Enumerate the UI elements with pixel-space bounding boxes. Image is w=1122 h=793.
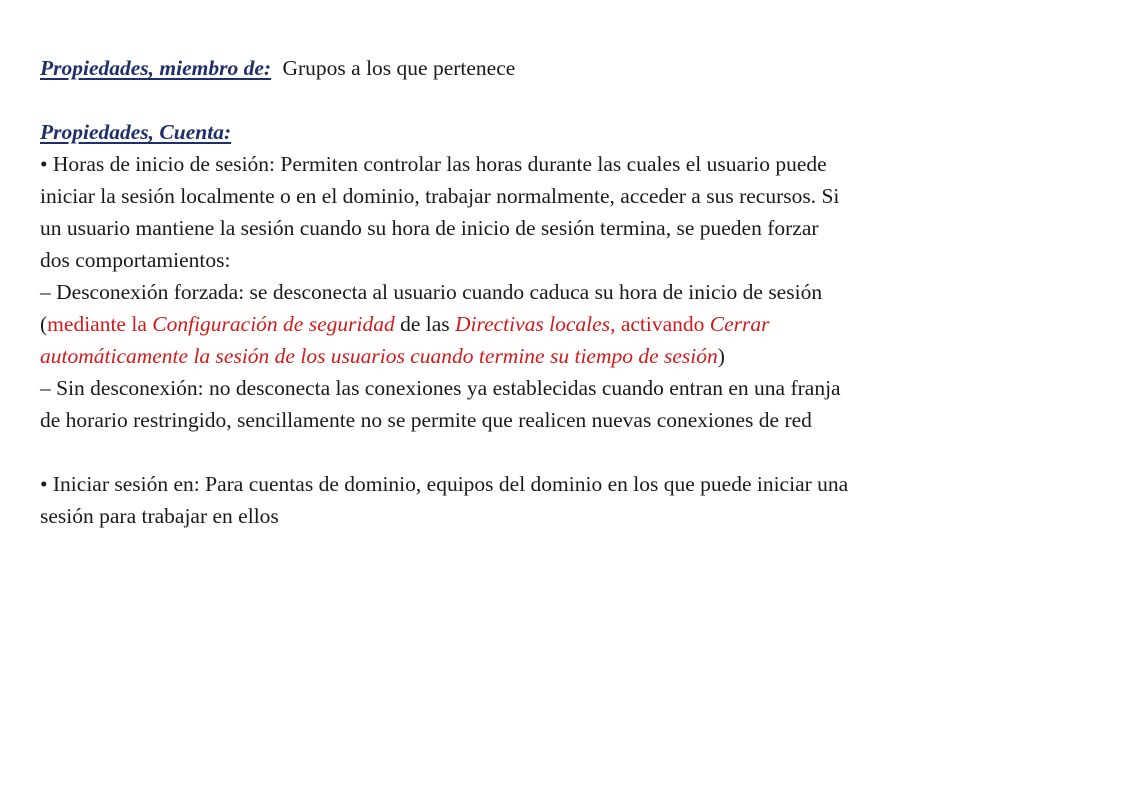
policy-term: Cerrar: [709, 312, 770, 336]
policy-note-line-2: [40, 340, 1105, 372]
paragraph-line: iniciar la sesión localmente o en el dominio, trabajar normalmente, acceder a sus recursos. Si: [40, 184, 840, 208]
paragraph-line: – Sin desconexión: no desconecta las conexiones ya establecidas cuando entran en una franja: [40, 376, 841, 400]
policy-term: automáticamente la sesión de los usuarios cuando termine su tiempo de sesión: [40, 344, 718, 368]
open-paren: (: [40, 312, 48, 336]
member-of-heading: Propiedades, miembro de:: [40, 56, 272, 80]
close-paren: ): [717, 344, 725, 368]
paragraph-line: dos comportamientos:: [40, 248, 231, 272]
paragraph-line: • Iniciar sesión en: Para cuentas de dominio, equipos del dominio en los que puede iniciar una: [40, 472, 849, 496]
account-heading-line: [40, 116, 1105, 148]
paragraph-line: – Desconexión forzada: se desconecta al usuario cuando caduca su hora de inicio de sesión: [40, 280, 823, 304]
account-heading: Propiedades, Cuenta:: [40, 120, 232, 144]
paragraph-line: • Horas de inicio de sesión: Permiten controlar las horas durante las cuales el usuario puede: [40, 152, 827, 176]
policy-note-line-1: [40, 308, 1105, 340]
policy-text: de las: [394, 312, 456, 336]
member-of-line: [40, 52, 1105, 84]
policy-term: Configuración de seguridad: [152, 312, 395, 336]
policy-text: mediante la: [47, 312, 153, 336]
policy-term: Directivas locales: [455, 312, 611, 336]
paragraph-line: de horario restringido, sencillamente no se permite que realicen nuevas conexiones de red: [40, 408, 812, 432]
member-of-text: Grupos a los que pertenece: [282, 56, 516, 80]
paragraph-line: un usuario mantiene la sesión cuando su hora de inicio de sesión termina, se pueden forzar: [40, 216, 819, 240]
spacer: [40, 436, 1105, 468]
policy-text: , activando: [610, 312, 710, 336]
spacer: [40, 84, 1105, 116]
document-body: [40, 52, 1105, 532]
paragraph-line: sesión para trabajar en ellos: [40, 504, 279, 528]
